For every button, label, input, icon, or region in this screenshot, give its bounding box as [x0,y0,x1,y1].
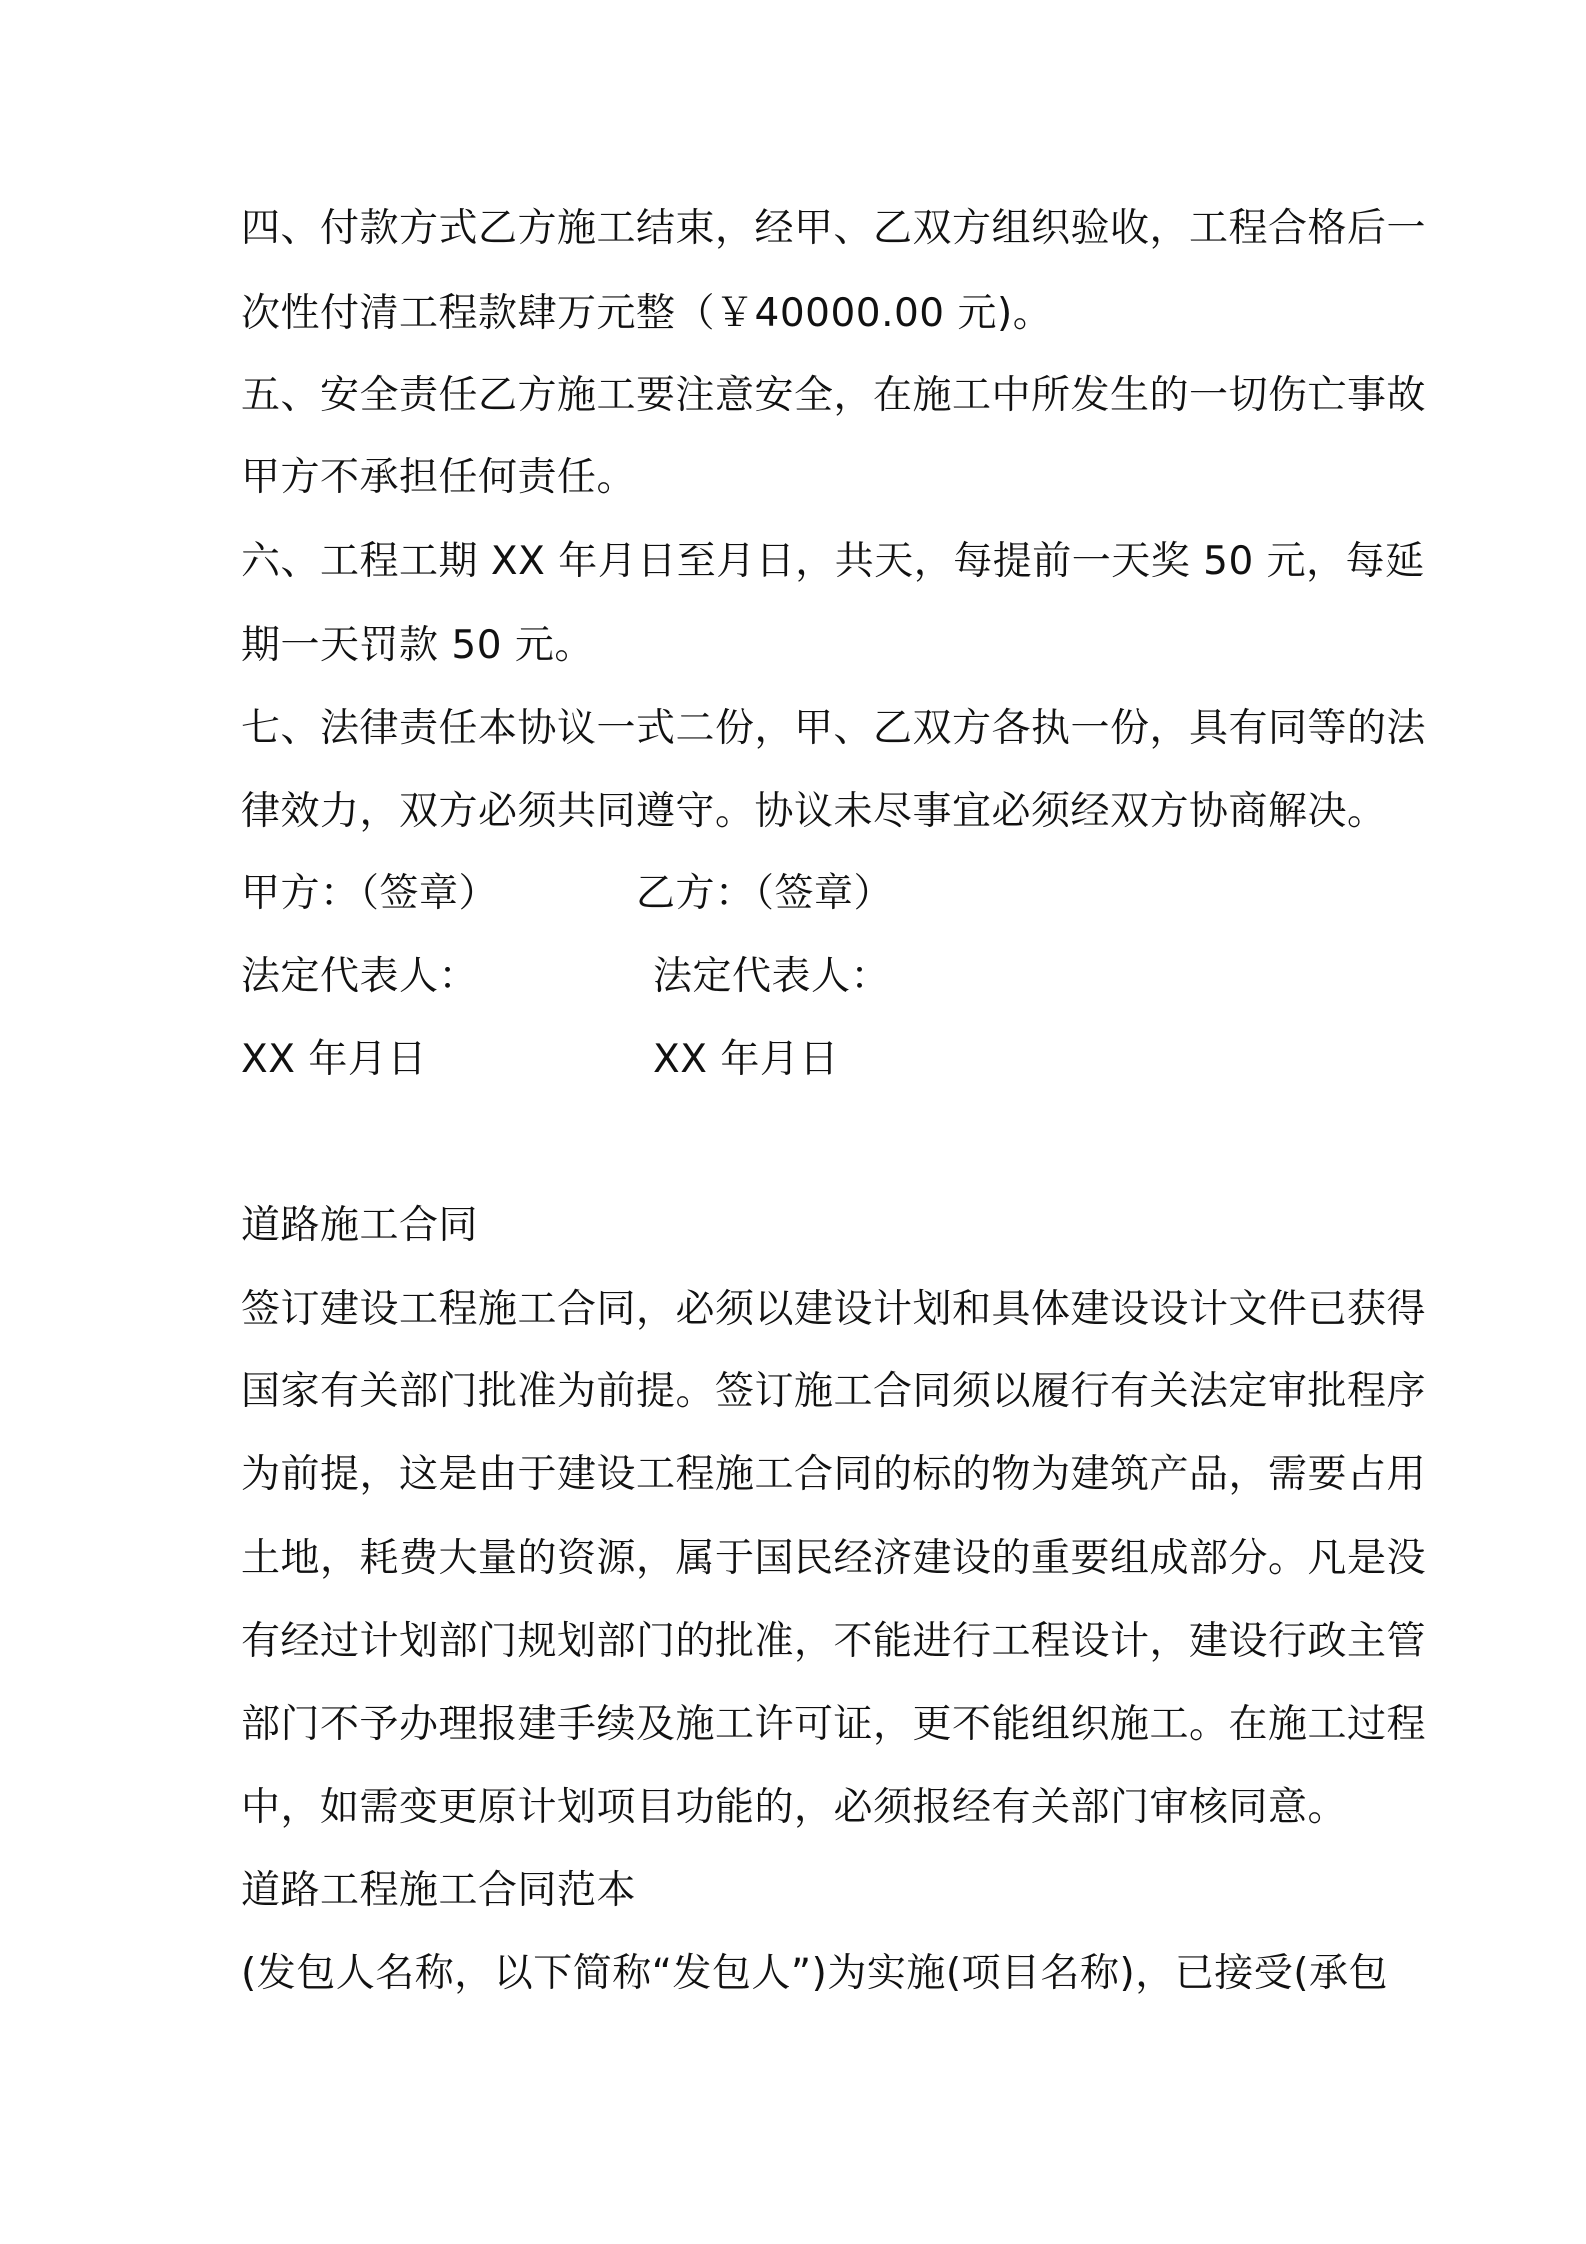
party-a-date: XX 年月日 [241,1037,427,1082]
paragraph-line: 部门不予办理报建手续及施工许可证，更不能组织施工。在施工过程 [241,1702,1427,1747]
paragraph-line: 签订建设工程施工合同，必须以建设计划和具体建设设计文件已获得 [241,1287,1427,1332]
clause-seven-line-1: 七、法律责任本协议一式二份，甲、乙双方各执一份，具有同等的法 [241,706,1427,751]
paragraph-line: 为前提，这是由于建设工程施工合同的标的物为建筑产品，需要占用 [241,1452,1427,1497]
paragraph-line: 中，如需变更原计划项目功能的，必须报经有关部门审核同意。 [241,1785,1348,1830]
paragraph-line: 有经过计划部门规划部门的批准，不能进行工程设计，建设行政主管 [241,1619,1427,1664]
party-a-seal: 甲方：（签章） [241,871,499,916]
paragraph-line: 国家有关部门批准为前提。签订施工合同须以履行有关法定审批程序 [241,1369,1427,1414]
clause-five-line-2: 甲方不承担任何责任。 [241,455,637,500]
section-heading-contract-template: 道路工程施工合同范本 [241,1868,637,1913]
clause-four-line-1: 四、付款方式乙方施工结束，经甲、乙双方组织验收，工程合格后一 [241,206,1427,251]
clause-seven-line-2: 律效力，双方必须共同遵守。协议未尽事宜必须经双方协商解决。 [241,789,1387,834]
party-a-representative: 法定代表人： [241,954,479,999]
section-heading-road-construction-contract: 道路施工合同 [241,1203,479,1248]
clause-six-line-2: 期一天罚款 50 元。 [241,623,594,668]
clause-six-line-1: 六、工程工期 XX 年月日至月日，共天，每提前一天奖 50 元，每延 [241,539,1425,584]
paragraph-line: (发包人名称，以下简称“发包人”)为实施(项目名称)，已接受(承包 [241,1951,1388,1996]
clause-five-line-1: 五、安全责任乙方施工要注意安全，在施工中所发生的一切伤亡事故 [241,373,1427,418]
party-b-date: XX 年月日 [653,1037,839,1082]
party-b-seal: 乙方：（签章） [636,871,894,916]
party-b-representative: 法定代表人： [653,954,891,999]
paragraph-line: 土地，耗费大量的资源，属于国民经济建设的重要组成部分。凡是没 [241,1536,1427,1581]
clause-four-line-2: 次性付清工程款肆万元整（￥40000.00 元)。 [241,291,1053,336]
